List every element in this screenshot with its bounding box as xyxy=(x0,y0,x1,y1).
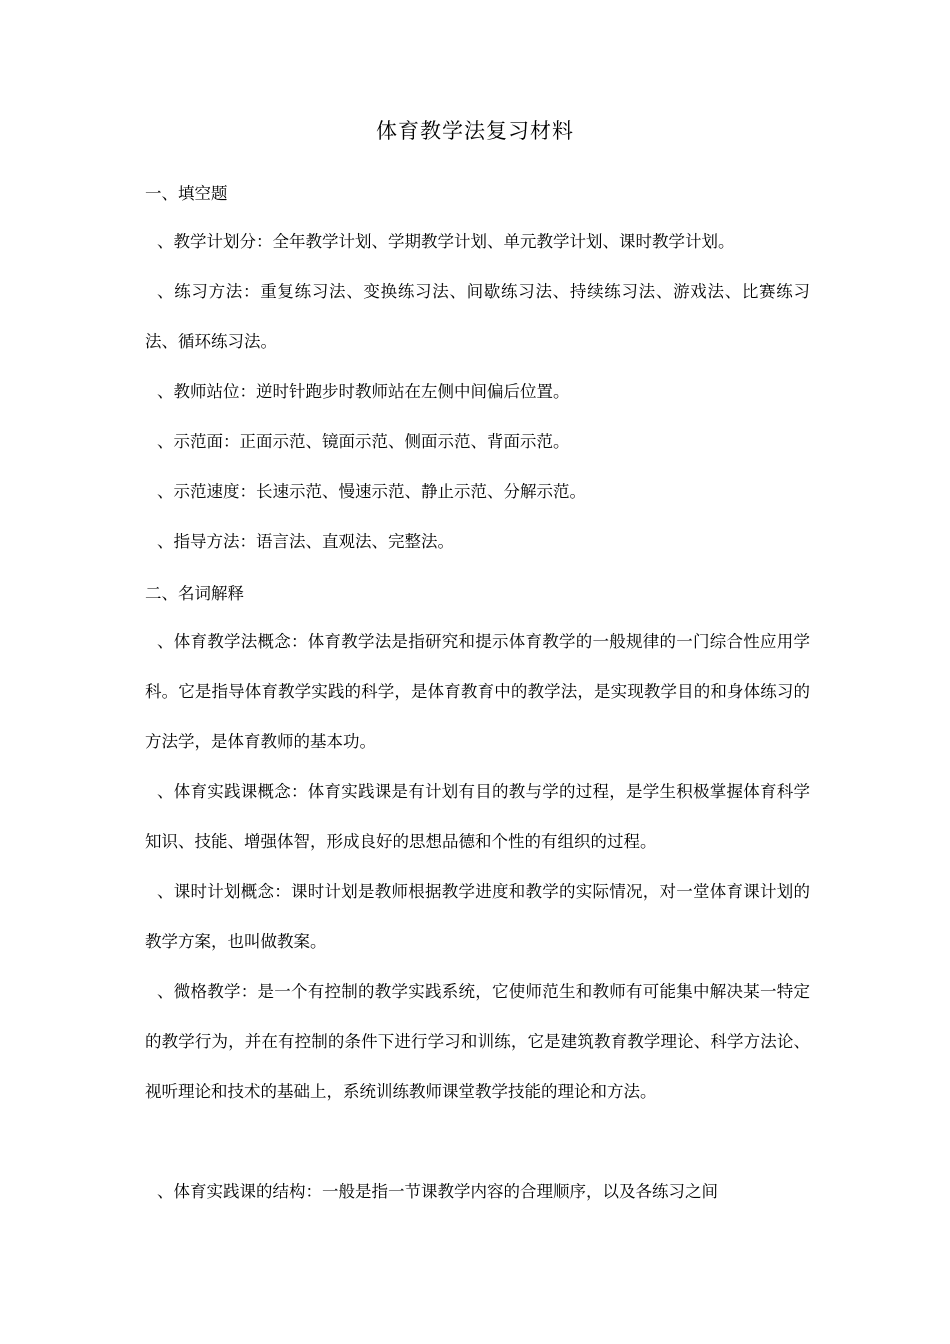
definition-item-2: 、体育实践课概念：体育实践课是有计划有目的教与学的过程，是学生积极掌握体育科学知识、技能、增强体智，形成良好的思想品德和个性的有组织的过程。 xyxy=(145,782,810,851)
fill-item-2: 、练习方法：重复练习法、变换练习法、间歇练习法、持续练习法、游戏法、比赛练习法、循环练习法。 xyxy=(145,282,810,351)
definition-item-4: 、微格教学：是一个有控制的教学实践系统，它使师范生和教师有可能集中解决某一特定的教学行为，并在有控制的条件下进行学习和训练，它是建筑教育教学理论、科学方法论、视听理论和技术的基础上，系统训练教师课堂教学技能的理论和方法。 xyxy=(145,982,810,1101)
document-title: 体育教学法复习材料 xyxy=(376,119,574,143)
definition-item-3: 、课时计划概念：课时计划是教师根据教学进度和教学的实际情况，对一堂体育课计划的教学方案，也叫做教案。 xyxy=(145,882,810,951)
definition-item-1: 、体育教学法概念：体育教学法是指研究和提示体育教学的一般规律的一门综合性应用学科。它是指导体育教学实践的科学，是体育教育中的教学法，是实现教学目的和身体练习的方法学，是体育教师的基本功。 xyxy=(145,632,810,751)
fill-item-3: 、教师站位：逆时针跑步时教师站在左侧中间偏后位置。 xyxy=(157,382,570,401)
fill-item-1: 、教学计划分：全年教学计划、学期教学计划、单元教学计划、课时教学计划。 xyxy=(157,232,735,251)
section-heading-fill-in: 一、填空题 xyxy=(145,184,228,203)
fill-item-6: 、指导方法：语言法、直观法、完整法。 xyxy=(157,532,454,551)
section-heading-definitions: 二、名词解释 xyxy=(145,584,244,603)
definition-item-5: 、体育实践课的结构：一般是指一节课教学内容的合理顺序，以及各练习之间 xyxy=(157,1182,718,1201)
fill-item-5: 、示范速度：长速示范、慢速示范、静止示范、分解示范。 xyxy=(157,482,586,501)
fill-item-4: 、示范面：正面示范、镜面示范、侧面示范、背面示范。 xyxy=(157,432,570,451)
